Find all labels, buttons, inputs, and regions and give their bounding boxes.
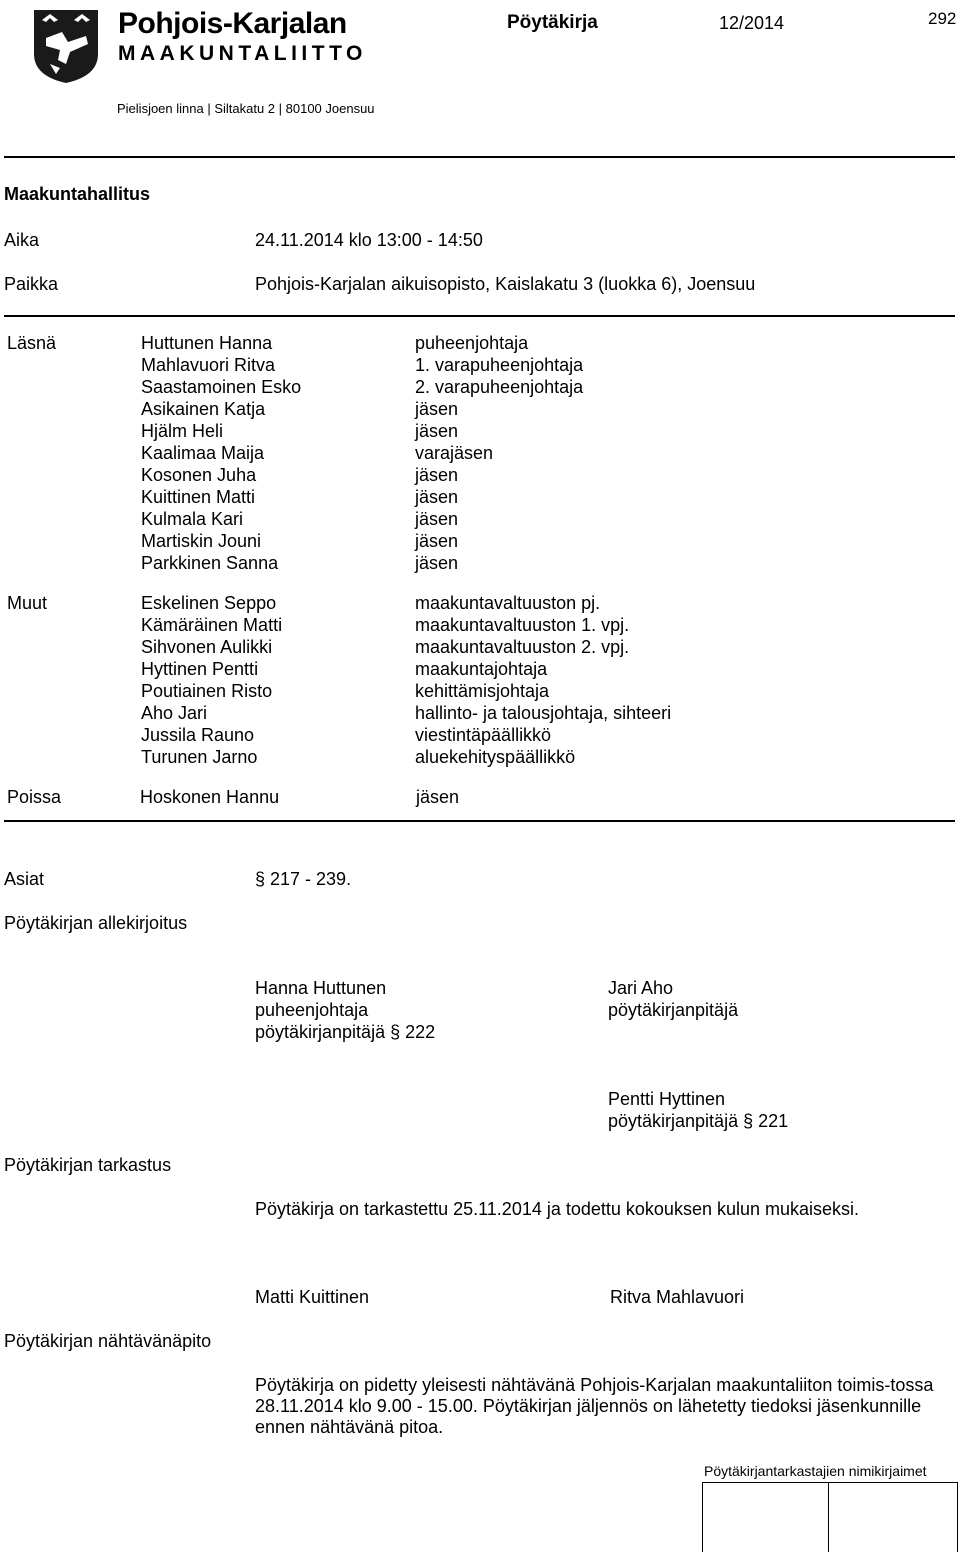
- attendee-name: Mahlavuori Ritva: [141, 355, 276, 375]
- divider: [4, 156, 955, 158]
- attendee-role: kehittämisjohtaja: [415, 681, 550, 701]
- attendee-name: Kaalimaa Maija: [141, 443, 265, 463]
- attendee-role: jäsen: [415, 421, 459, 441]
- attendee-role: jäsen: [415, 487, 459, 507]
- attendee-name: Turunen Jarno: [141, 747, 258, 767]
- attendee-name: Hjälm Heli: [141, 421, 224, 441]
- attendee-name: Kämäräinen Matti: [141, 615, 283, 635]
- document-type: Pöytäkirja: [507, 12, 598, 33]
- address: Pielisjoen linna | Siltakatu 2 | 80100 Joensuu: [117, 101, 375, 116]
- items-label: Asiat: [4, 869, 45, 889]
- attendee-name: Hyttinen Pentti: [141, 659, 259, 679]
- attendee-name: Parkkinen Sanna: [141, 553, 279, 573]
- divider: [4, 315, 955, 317]
- attendee-role: aluekehityspäällikkö: [415, 747, 576, 767]
- display-text: Pöytäkirja on pidetty yleisesti nähtävänä Pohjois-Karjalan maakuntaliiton toimis-tossa 28.11.2014 klo 9.00 - 15.00. Pöytäkirjan jäljennös on lähetetty tiedoksi jäsenkunnille ennen nähtävänä pitoa.: [255, 1375, 934, 1437]
- signatures-label: Pöytäkirjan allekirjoitus: [4, 913, 188, 933]
- place-value: Pohjois-Karjalan aikuisopisto, Kaislakatu 3 (luokka 6), Joensuu: [255, 274, 756, 294]
- attendee-role: viestintäpäällikkö: [415, 725, 552, 745]
- meeting-body: Maakuntahallitus: [4, 184, 151, 204]
- signer-role: pöytäkirjanpitäjä: [608, 1000, 739, 1020]
- initials-label: Pöytäkirjantarkastajien nimikirjaimet: [704, 1463, 927, 1479]
- attendee-role: jäsen: [415, 531, 459, 551]
- items-value: § 217 - 239.: [255, 869, 352, 889]
- attendee-name: Kulmala Kari: [141, 509, 244, 529]
- initials-cell-divider: [828, 1483, 829, 1552]
- others-names: [141, 592, 282, 768]
- attendee-role: jäsen: [415, 509, 459, 529]
- present-roles: [415, 332, 583, 574]
- attendee-role: jäsen: [415, 465, 459, 485]
- signer-role-extra: pöytäkirjanpitäjä § 222: [255, 1022, 436, 1042]
- org-subtitle: MAAKUNTALIITTO: [118, 42, 367, 65]
- attendee-role: 1. varapuheenjohtaja: [415, 355, 584, 375]
- time-label: Aika: [4, 230, 40, 250]
- attendee-name: Asikainen Katja: [141, 399, 266, 419]
- attendee-role: maakuntajohtaja: [415, 659, 548, 679]
- attendee-role: maakuntavaltuuston 2. vpj.: [415, 637, 630, 657]
- reviewer-name: Matti Kuittinen: [255, 1287, 370, 1307]
- attendee-role: jäsen: [415, 553, 459, 573]
- signer-role: pöytäkirjanpitäjä § 221: [608, 1111, 789, 1131]
- divider: [4, 820, 955, 822]
- attendee-name: Jussila Rauno: [141, 725, 255, 745]
- attendee-name: Martiskin Jouni: [141, 531, 262, 551]
- others-label: Muut: [7, 593, 48, 613]
- signer-name: Jari Aho: [608, 978, 674, 998]
- document-number: 12/2014: [719, 13, 785, 33]
- present-label: Läsnä: [7, 333, 57, 353]
- coat-of-arms-logo: [32, 8, 100, 84]
- attendee-role: 2. varapuheenjohtaja: [415, 377, 584, 397]
- attendee-role: maakuntavaltuuston 1. vpj.: [415, 615, 630, 635]
- place-label: Paikka: [4, 274, 59, 294]
- initials-box: [702, 1482, 958, 1552]
- attendee-role: puheenjohtaja: [415, 333, 529, 353]
- attendee-role: hallinto- ja talousjohtaja, sihteeri: [415, 703, 672, 723]
- signer-role: puheenjohtaja: [255, 1000, 369, 1020]
- time-value: 24.11.2014 klo 13:00 - 14:50: [255, 230, 483, 250]
- attendee-name: Poutiainen Risto: [141, 681, 273, 701]
- attendee-name: Eskelinen Seppo: [141, 593, 277, 613]
- absent-name: Hoskonen Hannu: [140, 787, 280, 807]
- page-number: 292: [928, 9, 957, 28]
- reviewer-name: Ritva Mahlavuori: [610, 1287, 745, 1307]
- present-names: [141, 332, 301, 574]
- attendee-name: Huttunen Hanna: [141, 333, 273, 353]
- others-roles: [415, 592, 671, 768]
- display-label: Pöytäkirjan nähtävänäpito: [4, 1331, 212, 1351]
- attendee-name: Aho Jari: [141, 703, 208, 723]
- review-label: Pöytäkirjan tarkastus: [4, 1155, 172, 1175]
- attendee-name: Sihvonen Aulikki: [141, 637, 273, 657]
- review-text: Pöytäkirja on tarkastettu 25.11.2014 ja todettu kokouksen kulun mukaiseksi.: [255, 1199, 860, 1219]
- attendee-role: jäsen: [415, 399, 459, 419]
- attendee-name: Kuittinen Matti: [141, 487, 256, 507]
- signer-name: Hanna Huttunen: [255, 978, 387, 998]
- signer-name: Pentti Hyttinen: [608, 1089, 726, 1109]
- attendee-name: Kosonen Juha: [141, 465, 257, 485]
- attendee-name: Saastamoinen Esko: [141, 377, 302, 397]
- attendee-role: maakuntavaltuuston pj.: [415, 593, 601, 613]
- absent-role: jäsen: [416, 787, 460, 807]
- org-name: Pohjois-Karjalan: [118, 7, 347, 40]
- absent-label: Poissa: [7, 787, 62, 807]
- attendee-role: varajäsen: [415, 443, 494, 463]
